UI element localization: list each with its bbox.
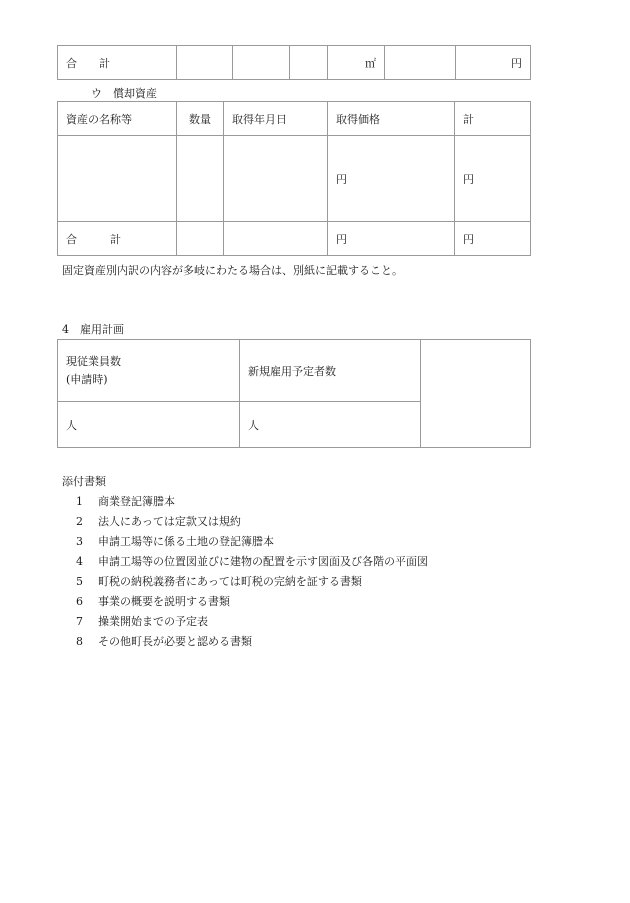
- attachment-item: [76, 573, 362, 589]
- depreciable-section-title: ウ 償却資産: [91, 87, 157, 100]
- attachment-number: 1: [76, 495, 83, 508]
- current-employees-label: [58, 340, 240, 402]
- attachment-number: 6: [76, 595, 83, 608]
- attachment-number: 8: [76, 635, 83, 648]
- employment-table: [57, 339, 531, 448]
- land-total-cell: [290, 46, 328, 80]
- header-total: 計: [455, 102, 531, 136]
- attachment-text: 操業開始までの予定表: [98, 615, 208, 628]
- attachment-number: 2: [76, 515, 83, 528]
- attachment-text: 申請工場等に係る土地の登記簿謄本: [98, 535, 274, 548]
- attachment-number: 7: [76, 615, 83, 628]
- attachment-number: 5: [76, 575, 83, 588]
- body-asset-name: [58, 136, 177, 222]
- current-employees-label-line1: 現従業員数: [66, 354, 121, 368]
- land-total-cell: [233, 46, 290, 80]
- land-total-cell: [385, 46, 456, 80]
- attachment-number: 4: [76, 555, 83, 568]
- land-total-label: 合 計: [58, 46, 177, 80]
- total-label: 合 計: [58, 222, 177, 256]
- attachment-item: [76, 613, 208, 629]
- current-employees-label-line2: (申請時): [66, 372, 108, 386]
- depreciable-total-row: [58, 222, 531, 256]
- attachment-item: [76, 513, 241, 529]
- new-hires-unit: 人: [240, 402, 421, 448]
- attachment-text: 申請工場等の位置図並びに建物の配置を示す図面及び各階の平面図: [98, 555, 428, 568]
- attachment-text: 商業登記簿謄本: [98, 495, 175, 508]
- header-acquisition-date: 取得年月日: [224, 102, 328, 136]
- total-price-unit: 円: [328, 222, 455, 256]
- body-price-unit: 円: [328, 136, 455, 222]
- current-employees-unit: 人: [58, 402, 240, 448]
- land-total-area-unit: ㎡: [328, 46, 385, 80]
- land-total-cell: [177, 46, 233, 80]
- attachment-number: 3: [76, 535, 83, 548]
- attachment-text: 事業の概要を説明する書類: [98, 595, 230, 608]
- attachment-item: [76, 553, 428, 569]
- total-date: [224, 222, 328, 256]
- depreciable-note: 固定資産別内訳の内容が多岐にわたる場合は、別紙に記載すること。: [62, 264, 403, 277]
- new-hires-label: 新規雇用予定者数: [240, 340, 421, 402]
- attachment-item: [76, 633, 252, 649]
- total-quantity: [177, 222, 224, 256]
- header-quantity: 数量: [177, 102, 224, 136]
- header-asset-name: 資産の名称等: [58, 102, 177, 136]
- depreciable-body-row: [58, 136, 531, 222]
- employment-blank-cell: [421, 340, 531, 448]
- header-acquisition-price: 取得価格: [328, 102, 455, 136]
- attachment-item: [76, 493, 175, 509]
- total-sum-unit: 円: [455, 222, 531, 256]
- body-quantity: [177, 136, 224, 222]
- employment-section-title: 4 雇用計画: [62, 323, 124, 336]
- land-total-yen-unit: 円: [456, 46, 531, 80]
- depreciable-header-row: [58, 102, 531, 136]
- attachment-item: [76, 533, 274, 549]
- body-total-unit: 円: [455, 136, 531, 222]
- body-acquisition-date: [224, 136, 328, 222]
- depreciable-assets-table: [57, 101, 531, 256]
- attachment-text: その他町長が必要と認める書類: [98, 635, 252, 648]
- attachment-text: 法人にあっては定款又は規約: [98, 515, 241, 528]
- attachment-text: 町税の納税義務者にあっては町税の完納を証する書類: [98, 575, 362, 588]
- land-total-table: [57, 45, 531, 80]
- attachments-title: 添付書類: [62, 475, 106, 488]
- attachment-item: [76, 593, 230, 609]
